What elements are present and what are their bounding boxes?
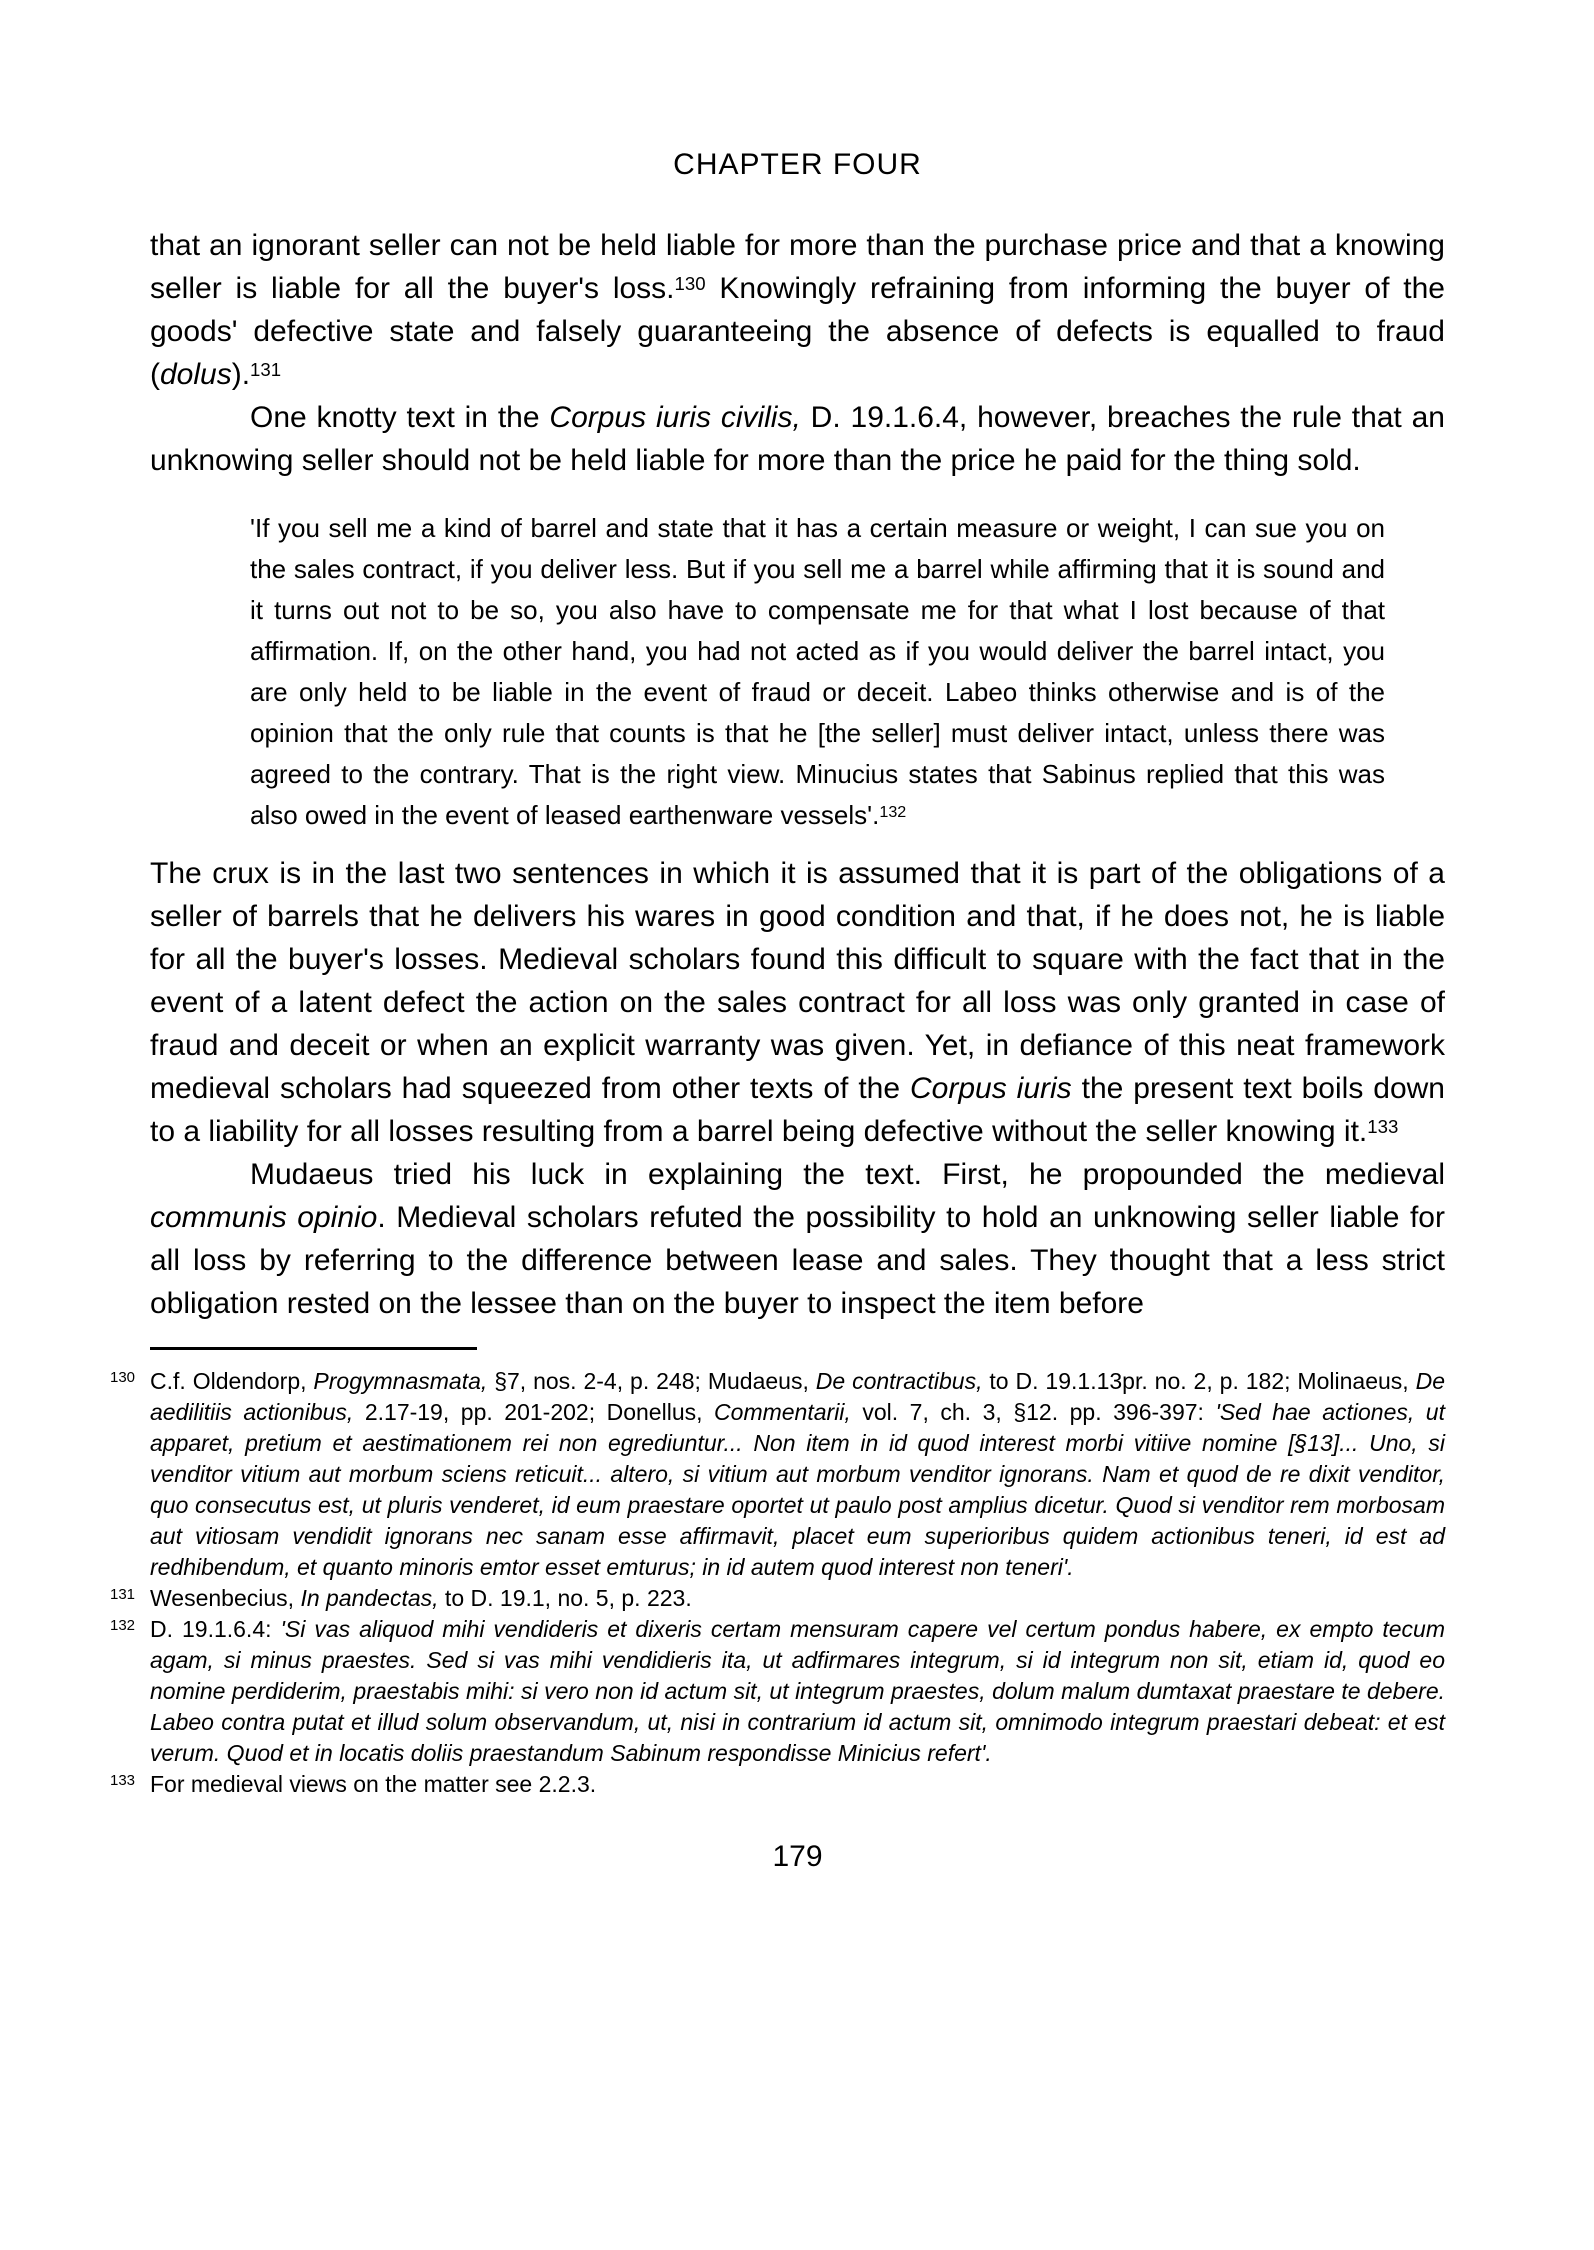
body-paragraph-2 xyxy=(150,396,1445,482)
footnote-number: 131 xyxy=(110,1586,136,1603)
text-run: 'Sed hae actiones, ut apparet, pretium et aestimationem rei non egrediuntur... Non item in id quod interest morbi vitiive nomine [§13]... Uno, si venditor vitium aut morbum sciens reticuit... altero, si vitium aut morbum venditor ignorans. Nam et quod de re dixit venditor, quo consecutus est, ut pluris venderet, id eum praestare oportet ut paulo post amplius dicetur. Quod si venditor rem morbosam aut vitiosam vendidit ignorans nec sanam esse affirmavit, placet eum superioribus quidem actionibus teneri, id est ad redhibendum, et quanto minoris emtor esset emturus; in id autem quod interest non teneri'. xyxy=(150,1399,1445,1580)
text-run: In pandectas, xyxy=(300,1585,439,1611)
footnote-text xyxy=(150,1616,1445,1766)
text-run: the present text boils down to a liability for all losses resulting from a barrel being defective without the seller knowing it. xyxy=(150,1072,1445,1148)
footnote-133 xyxy=(110,1769,1445,1800)
footnote-number: 133 xyxy=(110,1772,136,1789)
footnote-131 xyxy=(110,1583,1445,1614)
text-run: D. 19.1.6.4: xyxy=(150,1616,281,1642)
footnote-130 xyxy=(110,1366,1445,1583)
superscript-footnote-marker: 130 xyxy=(674,272,706,294)
footnote-number: 132 xyxy=(110,1617,136,1634)
text-run: Corpus iuris xyxy=(910,1072,1072,1105)
body-paragraph-3 xyxy=(150,852,1445,1153)
text-run: Corpus iuris civilis, xyxy=(549,401,801,434)
superscript-footnote-marker: 131 xyxy=(250,358,282,380)
text-run: Commentarii, xyxy=(714,1399,851,1425)
text-run: The crux is in the last two sentences in which it is assumed that it is part of the obligations of a seller of barrels that he delivers his wares in good condition and that, if he does not, he is liable for all the buyer's losses. Medieval scholars found this difficult to square with the fact that in the event of a latent defect the action on the sales contract for all loss was only granted in case of fraud and deceit or when an explicit warranty was given. Yet, in defiance of this neat framework medieval scholars had squeezed from other texts of the xyxy=(150,857,1445,1105)
footnote-text xyxy=(150,1368,1445,1580)
body-paragraph-4 xyxy=(150,1153,1445,1325)
text-run: One knotty text in the xyxy=(250,401,550,434)
footnote-text xyxy=(150,1771,596,1797)
superscript-footnote-marker: 132 xyxy=(879,802,907,821)
text-run: Progymnasmata, xyxy=(313,1368,488,1394)
text-run: that an ignorant seller can not be held liable for more than the purchase price and that a knowing seller is liable for all the buyer's loss. xyxy=(150,229,1445,305)
text-run: to D. 19.1.13pr. no. 2, p. 182; Molinaeus, xyxy=(982,1368,1416,1394)
page-number: 179 xyxy=(772,1840,823,1873)
text-run: De aedilitiis actionibus, xyxy=(150,1368,1445,1425)
text-run: . Medieval scholars refuted the possibility to hold an unknowing seller liable for all loss by referring to the difference between lease and sales. They thought that a less strict obligation rested on the lessee than on the buyer to inspect the item before xyxy=(150,1201,1445,1320)
text-run: For medieval views on the matter see 2.2.3. xyxy=(150,1771,597,1797)
text-run: 2.17-19, pp. 201-202; Donellus, xyxy=(353,1399,715,1425)
footnote-132 xyxy=(110,1614,1445,1769)
text-run: dolus xyxy=(160,358,232,391)
chapter-heading: CHAPTER FOUR xyxy=(673,148,922,181)
text-run: Mudaeus tried his luck in explaining the text. First, he propounded the medieval xyxy=(250,1158,1445,1191)
text-run: vol. 7, ch. 3, §12. pp. 396-397: xyxy=(850,1399,1216,1425)
footnote-text xyxy=(150,1585,692,1611)
text-run: Wesenbecius, xyxy=(150,1585,301,1611)
text-run: 'Si vas aliquod mihi vendideris et dixeris certam mensuram capere vel certum pondus habere, ex empto tecum agam, si minus praestes. Sed si vas mihi vendidieris ita, ut adfirmares integrum, si id integrum non sit, etiam id, quod eo nomine perdiderim, praestabis mihi: si vero non id actum sit, ut integrum praestes, dolum malum dumtaxat praestare te debere. Labeo contra putat et illud solum observandum, ut, nisi in contrarium id actum sit, omnimodo integrum praestari debeat: et est verum. Quod et in locatis doliis praestandum Sabinum respondisse Minicius refert'. xyxy=(150,1616,1445,1766)
text-run: Knowingly refraining from informing the buyer of the goods' defective state and falsely guaranteeing the absence of defects is equalled to fraud ( xyxy=(150,272,1445,391)
text-run: 'If you sell me a kind of barrel and state that it has a certain measure or weight, I can sue you on the sales contract, if you deliver less. But if you sell me a barrel while affirming that it is sound and it turns out not to be so, you also have to compensate me for that what I lost because of that affirmation. If, on the other hand, you had not acted as if you would deliver the barrel intact, you are only held to be liable in the event of fraud or deceit. Labeo thinks otherwise and is of the opinion that the only rule that counts is that he [the seller] must deliver intact, unless there was agreed to the contrary. That is the right view. Minucius states that Sabinus replied that this was also owed in the event of leased earthenware vessels'. xyxy=(250,513,1385,830)
superscript-footnote-marker: 133 xyxy=(1367,1115,1399,1137)
text-run: to D. 19.1, no. 5, p. 223. xyxy=(438,1585,692,1611)
text-run: D. 19.1.6.4, however, breaches the rule that an unknowing seller should not be held liable for more than the price he paid for the thing sold. xyxy=(150,401,1445,477)
text-run: §7, nos. 2-4, p. 248; Mudaeus, xyxy=(487,1368,816,1394)
block-quote xyxy=(250,508,1385,836)
text-run: De contractibus, xyxy=(815,1368,983,1394)
footnotes-section xyxy=(110,1366,1445,1800)
body-paragraph-1 xyxy=(150,224,1445,396)
text-run: communis opinio xyxy=(150,1201,378,1234)
footnote-number: 130 xyxy=(110,1369,136,1386)
page-content xyxy=(110,148,1445,1874)
footnote-separator xyxy=(150,1347,477,1350)
text-run: ). xyxy=(231,358,251,391)
text-run: C.f. Oldendorp, xyxy=(150,1368,314,1394)
